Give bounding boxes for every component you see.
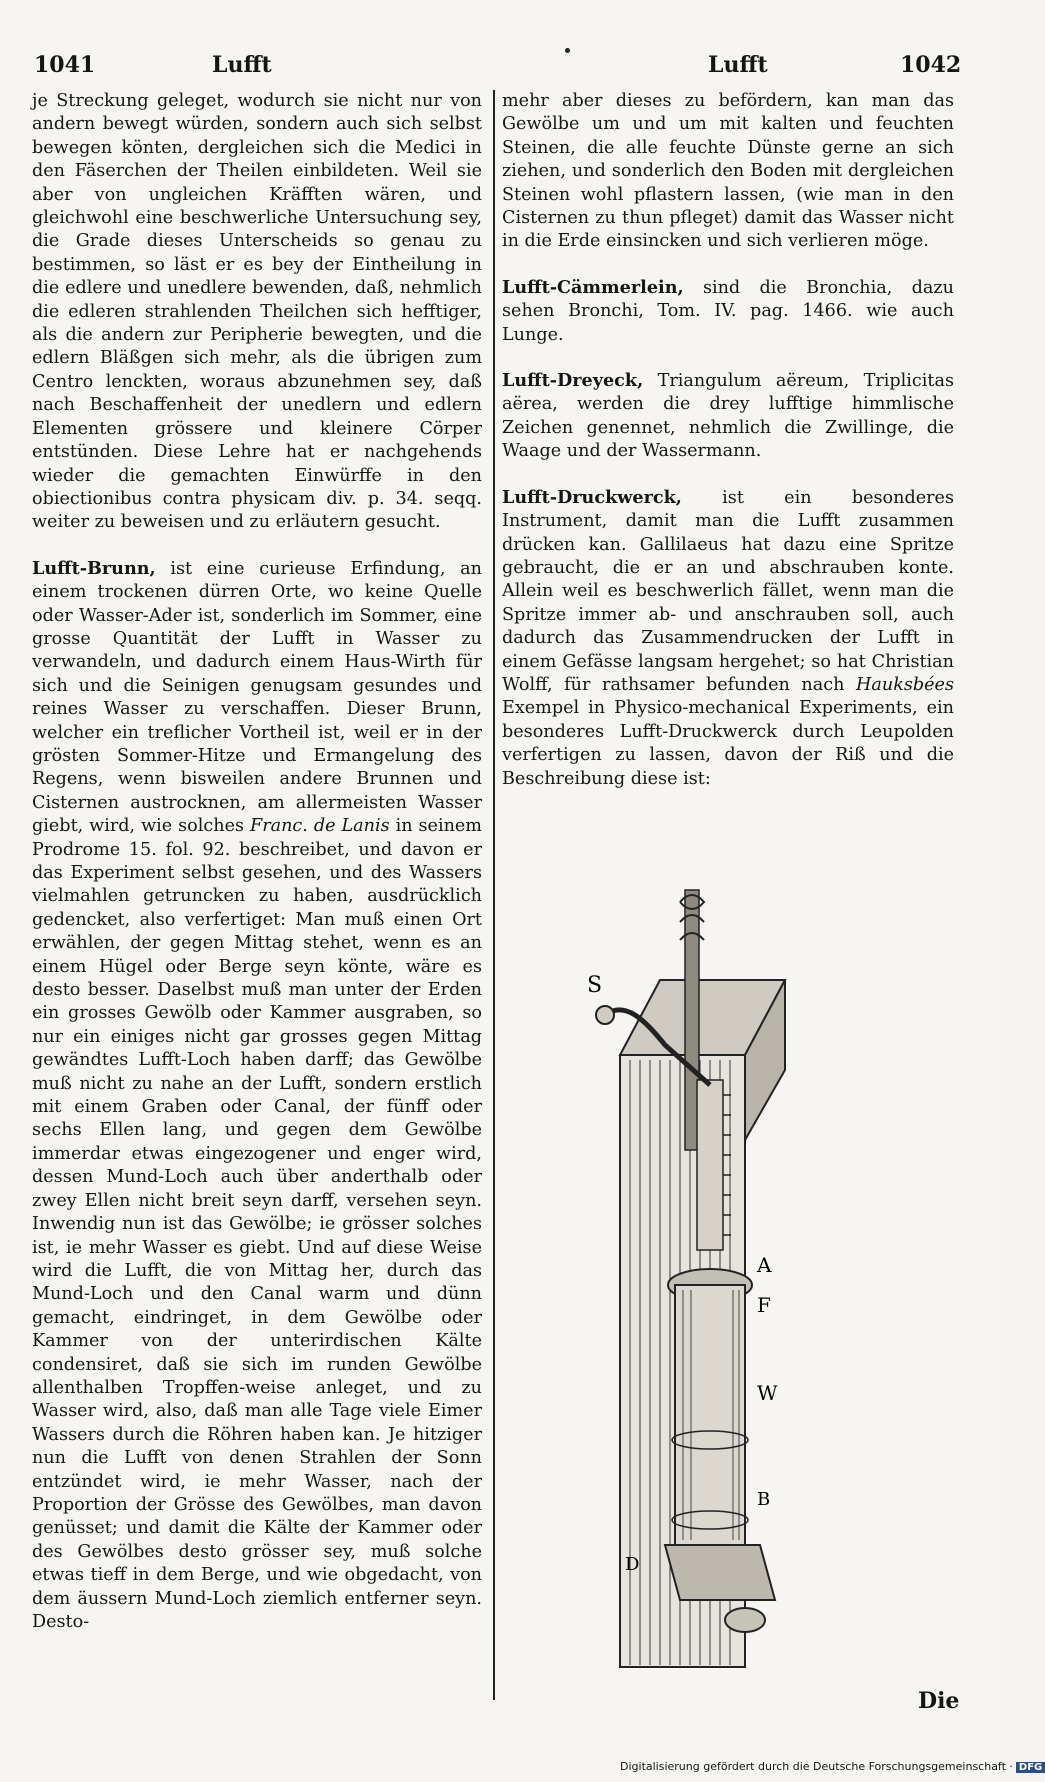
entry-text: in seinem Prodrome 15. fol. 92. beschreibet, und davon er das Experiment selbst gesehen, und des Wassers vielmahlen getruncken zu haben, ausdrücklich gedencket, also verfertiget: Man muß einen Ort erwählen, der gegen Mittag stehet, wenn es an einem Hügel oder Berge seyn könte, wäre es desto besser. Daselbst muß man unter der Erden ein grosses Gewölb oder Kammer ausgraben, so nur ein einiges nicht gar grosses gegen Mittag gewändtes Lufft-Loch haben darff; das Gewölbe muß nicht zu nahe an der Lufft, sondern erstlich mit einem Graben oder Canal, der fünff oder sechs Ellen lang, und gegen dem Gewölbe immerdar etwas eingezogener und enger wird, dessen Mund-Loch auch über anderthalb oder zwey Ellen nicht breit seyn darff, versehen seyn. Inwendig nun ist das Gewölbe; ie grösser solches ist, ie mehr Wasser es giebt. Und auf diese Weise wird die Lufft, die von Mittag her, durch das Mund-Loch und den Canal warm und dünn gemacht, eindringet, in dem Gewölbe oder Kammer von der unterirdischen Kälte condensiret, daß sie sich im runden Gewölbe allenthalben Tropffen-weise anleget, und zu Wasser wird, also, daß man alle Tage viele Eimer Wassers durch die Röhren haben kan. Je hitziger nun die Lufft von denen Strahlen der Sonn entzündet wird, ie mehr Wasser, nach der Proportion der Grösse des Gewölbes, man davon genüsset; und damit die Kälte der Kammer oder des Gewölbes desto grösser sey, muß solche etwas tieff in dem Berge, und wie obgedacht, von dem äussern Mund-Loch ziemlich entferner seyn. Desto- [32, 816, 482, 1632]
paragraph-continued: je Streckung geleget, wodurch sie nicht nur von andern bewegt würden, sondern auch sich selbst bewegen könten, dergleichen sich die Medici in den Fäserchen der Theilen einbildeten. Weil sie aber von ungleichen Kräfften wären, und gleichwohl eine beschwerliche Untersuchung sey, die Grade dieses Unterscheids so genau zu bestimmen, so läst er es bey der Eintheilung in die edlere und unedlere bewenden, daß, nehmlich die edleren strahlenden Theilchen sich hefftiger, als die andern zur Peripherie bewegten, und die edlern Bläßgen sich mehr, als die übrigen zum Centro lenckten, woraus abzunehmen sey, daß nach Beschaffenheit der unedlern und edlern Elementen grössere und kleinere Cörper entstünden. Diese Lehre hat er nachgehends wieder die gemachten Einwürffe in den obiectionibus contra physicam div. p. 34. seqq. weiter zu beweisen und zu erläutern gesucht. [32, 91, 482, 533]
pump-cylinder [675, 1285, 745, 1545]
entry-lufft-druckwerck [502, 486, 954, 791]
figure-label: S [587, 973, 603, 998]
valve [725, 1608, 765, 1632]
entry-text: Exempel in Physico-mechanical Experiments, ein besonderes Lufft-Druckwerck durch Leupolden verfertigen zu lassen, davon der Riß und die Beschreibung diese ist: [502, 698, 954, 789]
rack [697, 1080, 723, 1250]
italic-name: Hauksbées [856, 674, 954, 695]
page-number-right: 1042 [900, 52, 962, 78]
column-rule [493, 90, 495, 1700]
figure-label: D [625, 1554, 640, 1575]
paragraph-continued: mehr aber dieses zu befördern, kan man das Gewölbe um und um mit kalten und feuchten Steinen, die alle feuchte Dünste gerne an sich ziehen, und sonderlich den Boden mit dergleichen Steinen wohl pflastern lassen, (wie man in den Cisternen zu thun pfleget) damit das Wasser nicht in die Erde einsincken und sich verlieren möge. [502, 91, 954, 252]
page-number-left: 1041 [34, 52, 96, 78]
ink-dot [565, 48, 570, 53]
page-header [0, 52, 1000, 86]
lemma: Lufft-Cämmerlein, [502, 276, 684, 298]
entry-text: sind die Bronchia, dazu sehen Bronchi, Tom. IV. pag. 1466. wie auch Lunge. [502, 277, 954, 345]
footer-text: Digitalisierung gefördert durch die Deutsche Forschungsgemeinschaft · [620, 1760, 1013, 1773]
figure-label: B [757, 1489, 771, 1510]
dfg-logo: DFG [1016, 1762, 1045, 1773]
entry-lufft-dreyeck [502, 369, 954, 464]
entry-lufft-caemmerlein [502, 276, 954, 347]
entry-text: ist ein besonderes Instrument, damit man die Lufft zusammen drücken kan. Gallilaeus hat dazu eine Spritze gebraucht, die er an und abschrauben konte. Allein weil es beschwerlich fället, wenn man die Spritze immer ab- und anschrauben soll, auch dadurch das Zusammendrucken der Lufft in einem Gefässe langsam hergehet; so hat Christian Wolff, für rathsamer befunden nach [502, 487, 954, 695]
entry-text: Triangulum aëreum, Triplicitas aërea, werden die drey lufftige himmlische Zeichen genennet, nehmlich die Zwillinge, die Waage und der Wassermann. [502, 371, 954, 462]
figure-label: A [757, 1253, 772, 1277]
figure-label: F [757, 1293, 771, 1317]
running-head-right: Lufft [708, 52, 768, 78]
catchword: Die [918, 1688, 960, 1714]
lemma: Lufft-Dreyeck, [502, 370, 644, 392]
entry-text: ist eine curieuse Erfindung, an einem trockenen dürren Orte, wo keine Quelle oder Wasser-Ader ist, sonderlich im Sommer, eine grosse Quantität der Lufft in Wasser zu verwandeln, und dadurch einem Haus-Wirth für sich und die Seinigen genugsam gesundes und reines Wasser zu verschaffen. Dieser Brunn, welcher ein treflicher Vortheil ist, weil er in der grösten Sommer-Hitze und Ermangelung des Regens, wenn bisweilen andere Brunnen und Cisternen austrocknen, am allermeisten Wasser giebt, wird, wie solches [32, 558, 482, 837]
figure-label: W [757, 1381, 778, 1405]
running-head-left: Lufft [212, 52, 272, 78]
pump-base [665, 1545, 775, 1600]
lemma: Lufft-Druckwerck, [502, 486, 682, 508]
right-column [502, 90, 954, 791]
italic-name: Franc. de Lanis [249, 816, 390, 837]
air-pump-engraving [585, 880, 945, 1670]
digitization-footer [620, 1760, 1045, 1773]
entry-lufft-brunn [32, 557, 482, 1635]
lemma: Lufft-Brunn, [32, 557, 156, 579]
handle-knob [596, 1006, 614, 1024]
left-column [32, 90, 482, 1634]
